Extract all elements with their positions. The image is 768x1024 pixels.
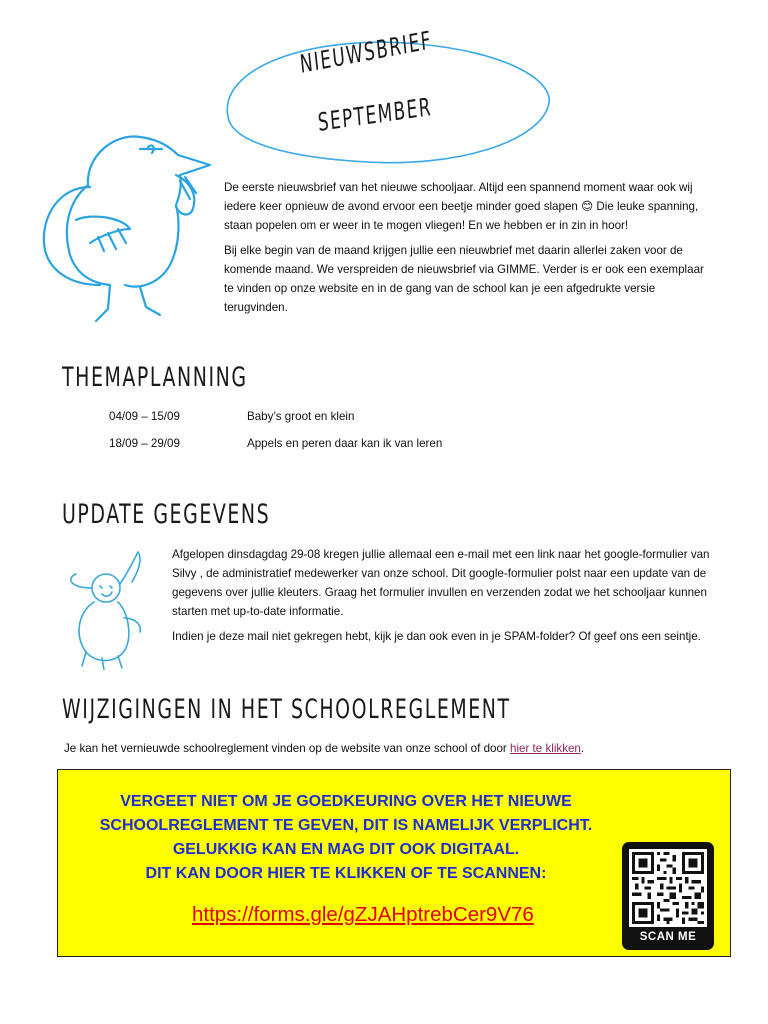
qr-pattern — [629, 849, 707, 927]
update-heading: UPDATE GEGEVENS — [62, 499, 271, 530]
update-section — [172, 545, 712, 646]
notice-line-1: VERGEET NIET OM JE GOEDKEURING OVER HET NIEUWE — [120, 793, 572, 810]
plan-date: 18/09 – 29/09 — [109, 437, 180, 450]
reglement-text — [64, 739, 744, 758]
newsletter-title: NIEUWSBRIEF — [298, 25, 434, 79]
child-illustration — [62, 548, 172, 670]
intro-section — [224, 178, 716, 317]
reglement-text-before: Je kan het vernieuwde schoolreglement vinden op de website van onze school of door — [64, 742, 510, 755]
themaplanning-heading: THEMAPLANNING — [62, 362, 248, 393]
intro-paragraph-2: Bij elke begin van de maand krijgen jullie een nieuwbrief met daarin allerlei zaken voor de komende maand. We verspreiden de nieuwsbrief via GIMME. Verder is er ook een exemplaar te vinden op onze website en in de gang van de school kan je een afgedrukte versie terugvinden. — [224, 244, 704, 314]
qr-label: SCAN ME — [639, 931, 697, 943]
update-paragraph-1: Afgelopen dinsdagdag 29-08 kregen jullie allemaal een e-mail met een link naar het google-formulier van Silvy , de administratief medewerker van onze school. Dit google-formulier polst naar een update van de gegevens over jullie kleuters. Graag het formulier invullen en verzenden zodat we het schooljaar kunnen starten met up-to-date informatie. — [172, 548, 710, 618]
intro-paragraph-1: De eerste nieuwsbrief van het nieuwe schooljaar. Altijd een spannend moment waar ook wij iedere keer opnieuw de avond ervoor een beetje minder goed slapen 😊 Die leuke spanning, staan popelen om er weer in te mogen vliegen! En we hebben er in zin in hoor! — [224, 181, 699, 232]
table-row — [109, 437, 609, 464]
plan-date: 04/09 – 15/09 — [109, 410, 180, 423]
notice-line-2: SCHOOLREGLEMENT TE GEVEN, DIT IS NAMELIJK VERPLICHT. — [99, 817, 593, 834]
update-paragraph-2: Indien je deze mail niet gekregen hebt, kijk je dan ook even in je SPAM-folder? Of geef ons een seintje. — [172, 630, 701, 643]
reglement-link[interactable]: hier te klikken — [510, 742, 581, 755]
reglement-heading: WIJZIGINGEN IN HET SCHOOLREGLEMENT — [62, 694, 511, 725]
table-row — [109, 410, 609, 437]
bird-illustration — [30, 125, 220, 325]
form-url-link[interactable]: https://forms.gle/gZJAHptrebCer9V76 — [192, 903, 534, 926]
notice-line-4: DIT KAN DOOR HIER TE KLIKKEN OF TE SCANNEN: — [145, 865, 547, 882]
themaplanning-table — [109, 410, 609, 464]
notice-line-3: GELUKKIG KAN EN MAG DIT OOK DIGITAAL. — [172, 841, 520, 858]
plan-theme: Appels en peren daar kan ik van leren — [247, 437, 443, 450]
notice-text — [86, 790, 606, 886]
notice-box — [57, 769, 731, 957]
newsletter-month: SEPTEMBER — [316, 92, 434, 137]
plan-theme: Baby’s groot en klein — [247, 410, 355, 423]
reglement-text-after: . — [580, 742, 585, 755]
qr-code[interactable] — [622, 842, 714, 950]
